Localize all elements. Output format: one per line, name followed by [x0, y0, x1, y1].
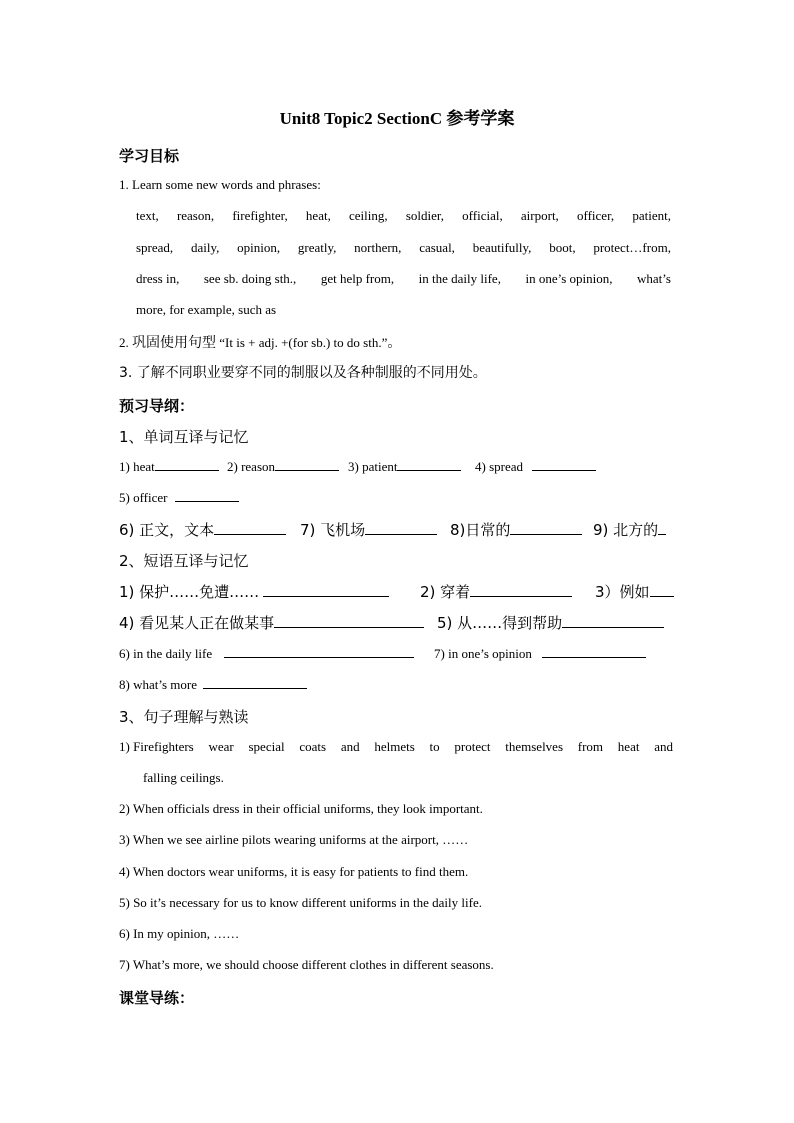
page-title: Unit8 Topic2 SectionC 参考学案 [279, 109, 515, 128]
sentence-5: 5) So it’s necessary for us to know different uniforms in the daily life. [119, 895, 482, 910]
goal-3: 3. 了解不同职业要穿不同的制服以及各种制服的不同用处。 [119, 365, 487, 381]
sentence-word: coats [299, 739, 327, 754]
word-item: 9) 北方的 [593, 519, 666, 540]
sentence-word: themselves [505, 739, 564, 754]
sentence-1-continued: falling ceilings. [143, 770, 224, 785]
vocab-word: casual, [419, 240, 455, 255]
answer-blank[interactable] [155, 458, 219, 471]
phrase-item: 4) 看见某人正在做某事 [119, 612, 424, 633]
word-item: 3) patient [348, 458, 461, 475]
phrase-item: 3）例如 [595, 581, 674, 602]
word-item: 5) officer [119, 489, 239, 506]
preview-heading: 预习导纲： [119, 397, 195, 415]
answer-blank[interactable] [658, 522, 666, 535]
vocab-word: officer, [577, 208, 615, 223]
vocab-line-2 [136, 240, 671, 256]
phrase-item: 5) 从……得到帮助 [437, 612, 664, 633]
sentence-word: to [429, 739, 440, 754]
word-item: 2) reason [227, 458, 339, 475]
vocab-phrase: what’s [637, 271, 671, 286]
answer-blank[interactable] [510, 522, 582, 535]
vocab-word: spread, [136, 240, 174, 255]
phrase-item: 8) what’s more [119, 676, 307, 693]
word-item: 7) 飞机场 [300, 519, 437, 540]
sentence-1 [119, 739, 673, 755]
vocab-word: text, [136, 208, 159, 223]
word-item: 6) 正文，文本 [119, 519, 286, 540]
answer-blank[interactable] [275, 458, 339, 471]
sentence-word: wear [208, 739, 234, 754]
vocab-phrase: see sb. doing sth., [203, 271, 297, 286]
sentence-word: 1) Firefighters [119, 739, 194, 754]
goal-2-end: 。 [387, 335, 402, 351]
sentence-7: 7) What’s more, we should choose different clothes in different seasons. [119, 957, 494, 972]
phrase-item: 7) in one’s opinion [434, 645, 646, 662]
vocab-line-3 [136, 271, 671, 287]
phrase-item: 2) 穿着 [420, 581, 572, 602]
answer-blank[interactable] [650, 584, 674, 597]
goal-1-intro: 1. Learn some new words and phrases: [119, 177, 321, 192]
phrase-item: 6) in the daily life [119, 645, 414, 662]
vocab-word: airport, [520, 208, 559, 223]
goal-2-pattern: “It is + adj. +(for sb.) to do sth.” [219, 335, 388, 350]
vocab-line-4: more, for example, such as [136, 302, 277, 317]
vocab-line-1 [136, 208, 671, 224]
vocab-word: greatly, [297, 240, 337, 255]
vocab-word: opinion, [237, 240, 281, 255]
sentence-word: and [654, 739, 673, 754]
answer-blank[interactable] [175, 489, 239, 502]
goal-2-number: 2. [119, 335, 129, 350]
phrase-item: 1) 保护……免遭…… [119, 581, 389, 602]
word-item: 8)日常的 [450, 519, 582, 540]
answer-blank[interactable] [562, 615, 664, 628]
sentence-3: 3) When we see airline pilots wearing uniforms at the airport, …… [119, 832, 469, 847]
answer-blank[interactable] [470, 584, 572, 597]
answer-blank[interactable] [224, 645, 414, 658]
sentence-word: heat [617, 739, 640, 754]
answer-blank[interactable] [214, 522, 286, 535]
answer-blank[interactable] [542, 645, 646, 658]
vocab-word: heat, [305, 208, 331, 223]
part1-heading: 1、单词互译与记忆 [119, 428, 249, 446]
part3-heading: 3、句子理解与熟读 [119, 708, 249, 726]
sentence-2: 2) When officials dress in their official uniforms, they look important. [119, 801, 483, 816]
vocab-word: reason, [176, 208, 215, 223]
sentence-word: protect [454, 739, 491, 754]
vocab-word: boot, [549, 240, 576, 255]
vocab-word: official, [462, 208, 503, 223]
answer-blank[interactable] [397, 458, 461, 471]
sentence-word: special [248, 739, 285, 754]
vocab-word: northern, [354, 240, 402, 255]
vocab-phrase: dress in, [136, 271, 180, 286]
vocab-word: firefighter, [232, 208, 288, 223]
sentence-word: and [340, 739, 360, 754]
sentence-word: from [577, 739, 604, 754]
vocab-word: protect…from, [593, 240, 671, 255]
sentence-6: 6) In my opinion, …… [119, 926, 240, 941]
answer-blank[interactable] [274, 615, 424, 628]
vocab-word: soldier, [405, 208, 444, 223]
vocab-phrase: get help from, [320, 271, 395, 286]
vocab-phrase: in one’s opinion, [525, 271, 613, 286]
word-item: 1) heat [119, 458, 219, 475]
vocab-phrase: in the daily life, [418, 271, 501, 286]
goal-2 [119, 332, 401, 352]
vocab-word: patient, [632, 208, 671, 223]
answer-blank[interactable] [263, 584, 389, 597]
vocab-word: daily, [190, 240, 220, 255]
answer-blank[interactable] [532, 458, 596, 471]
classwork-heading: 课堂导练： [119, 989, 195, 1007]
sentence-word: helmets [374, 739, 415, 754]
goals-heading: 学习目标 [119, 147, 180, 165]
goal-2-zh: 巩固使用句型 [132, 335, 216, 351]
vocab-word: beautifully, [472, 240, 532, 255]
vocab-word: ceiling, [349, 208, 388, 223]
part2-heading: 2、短语互译与记忆 [119, 552, 249, 570]
sentence-4: 4) When doctors wear uniforms, it is easy for patients to find them. [119, 864, 469, 879]
word-item: 4) spread [475, 458, 596, 475]
answer-blank[interactable] [203, 676, 307, 689]
answer-blank[interactable] [365, 522, 437, 535]
